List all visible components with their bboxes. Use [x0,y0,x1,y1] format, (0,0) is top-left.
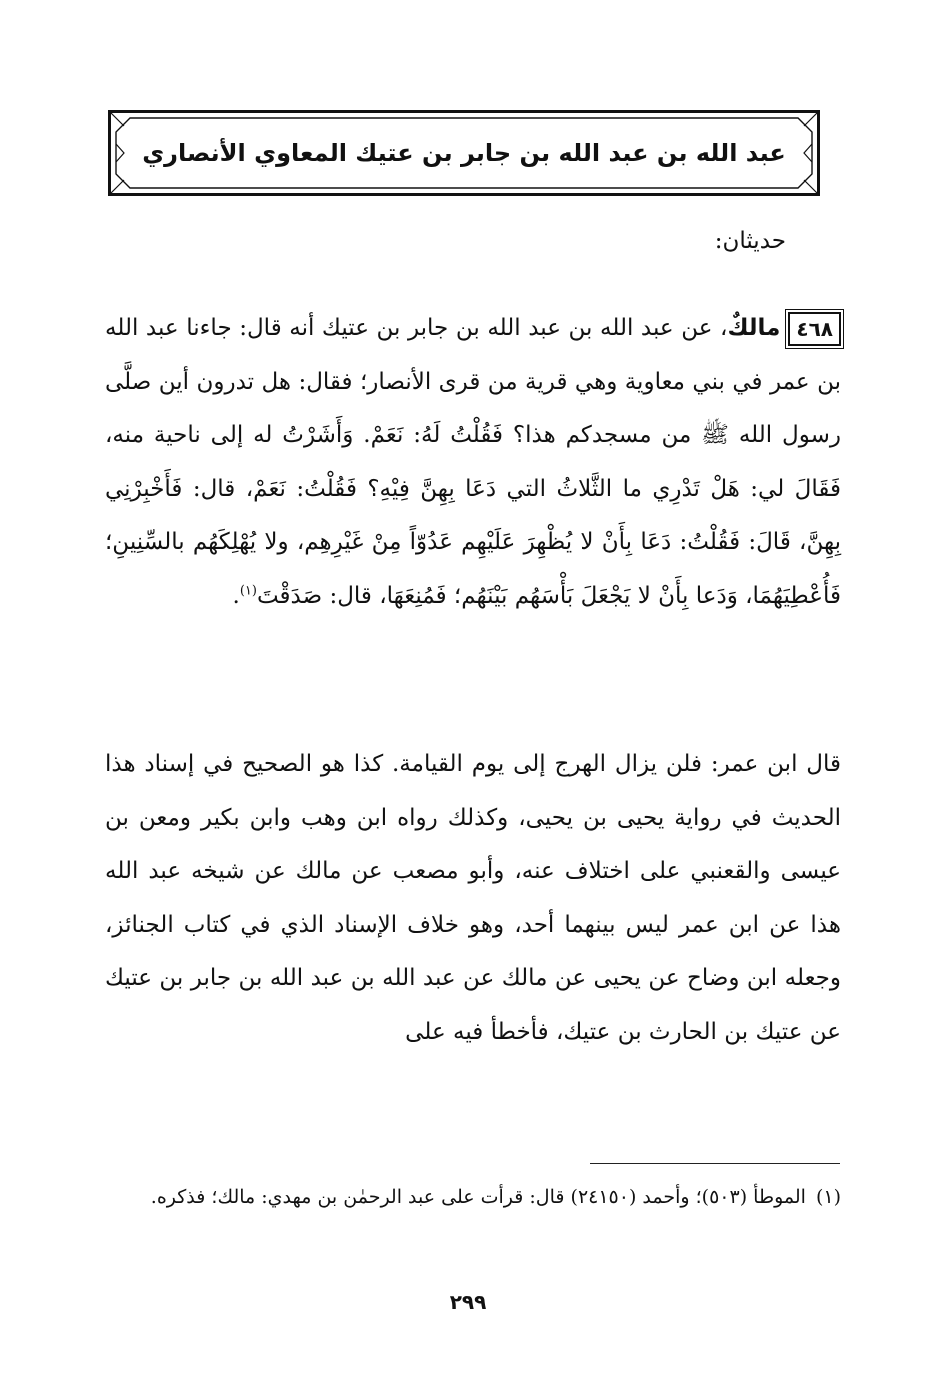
section-label: حديثان: [714,228,786,254]
hadith-text: ، عن عبد الله بن عبد الله بن جابر بن عتيك أنه قال: جاءنا عبد الله بن عمر في بني معاوية وهي قرية من قرى الأنصار؛ فقال: هل تدرون أين صلَّى رسول الله ﷺ من مسجدكم هذا؟ فَقُلْتُ لَهُ: نَعَمْ. وَأَشَرْتُ له إلى ناحية منه، فَقَالَ لي: هَلْ تَدْرِي ما الثَّلاثُ التي دَعَا بِهِنَّ فِيْهِ؟ فَقُلْتُ: نَعَمْ، قال: فَأَخْبِرْنِي بِهِنَّ، قَالَ: فَقُلْتُ: دَعَا بِأَنْ لا يُظْهِرَ عَلَيْهِم عَدُوّاً مِنْ غَيْرِهِم، ولا يُهْلِكَهُم بالسِّنِينِ؛ فَأُعْطِيَهُمَا، وَدَعا بِأَنْ لا يَجْعَلَ بَأْسَهُم بَيْنَهُم؛ فَمُنِعَهَا، قال: صَدَقْتَ [105,315,841,609]
page-number: ٢٩٩ [449,1290,487,1314]
hadith-number-badge: ٤٦٨ [788,312,841,346]
hadith-paragraph [105,302,841,623]
chapter-title: عبد الله بن عبد الله بن جابر بن عتيك المعاوي الأنصاري [142,139,786,167]
chapter-title-frame [108,110,820,196]
commentary-paragraph: قال ابن عمر: فلن يزال الهرج إلى يوم القيامة. كذا هو الصحيح في إسناد هذا الحديث في رواية يحيى بن يحيى، وكذلك رواه ابن وهب وابن بكير ومعن بن عيسى والقعنبي على اختلاف عنه، وأبو مصعب عن مالك عن شيخه عبد الله هذا عن ابن عمر ليس بينهما أحد، وهو خلاف الإسناد الذي في كتاب الجنائز، وجعله ابن وضاح عن يحيى عن مالك عن عبد الله بن عبد الله بن جابر بن عتيك عن عتيك بن الحارث بن عتيك، فأخطأ فيه على [105,751,841,1045]
hadith-narrator: مالكٌ [727,315,781,341]
footnote-separator [590,1163,840,1164]
footnote-number: (١) [815,1186,841,1208]
footnote-reference[interactable]: (١) [239,582,257,598]
footnote [105,1176,841,1218]
hadith-end: . [232,582,240,609]
footnote-text: الموطأ (٥٠٣)؛ وأحمد (٢٤١٥٠) قال: قرأت على عبد الرحمٰن بن مهدي: مالك؛ فذكره. [150,1186,806,1208]
